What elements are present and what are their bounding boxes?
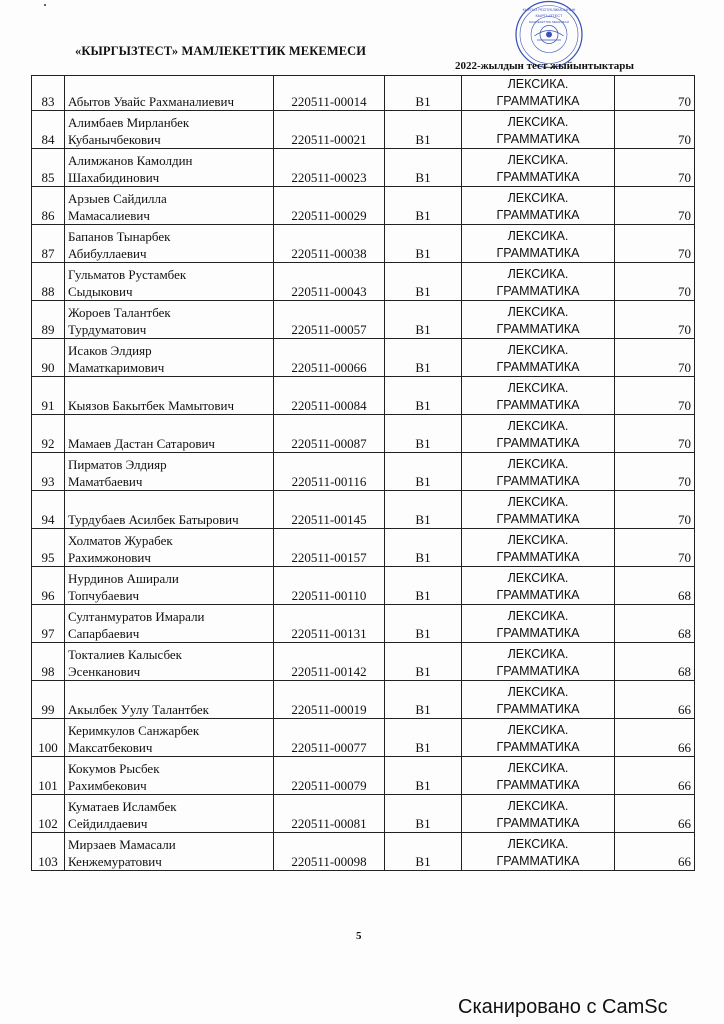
candidate-code: 220511-00142 — [274, 643, 385, 681]
test-subject-line: ЛЕКСИКА. — [507, 799, 569, 813]
candidate-name — [65, 339, 274, 377]
candidate-name-line: Рахимжонович — [68, 550, 151, 565]
candidate-name — [65, 719, 274, 757]
test-level: B1 — [385, 111, 462, 149]
test-subject-line: ЛЕКСИКА. — [507, 647, 569, 661]
organization-title: «КЫРГЫЗТЕСТ» МАМЛЕКЕТТИК МЕКЕМЕСИ — [75, 44, 367, 58]
candidate-name-line: Мамасалиевич — [68, 208, 150, 223]
candidate-code: 220511-00023 — [274, 149, 385, 187]
row-number: 87 — [32, 225, 65, 263]
table-row — [32, 339, 695, 377]
candidate-name-line: Кенжемуратович — [68, 854, 162, 869]
test-level: B1 — [385, 76, 462, 111]
test-score: 70 — [615, 339, 695, 377]
candidate-name-line: Нурдинов Аширали — [68, 571, 179, 586]
test-level: B1 — [385, 795, 462, 833]
candidate-name-line: Максатбекович — [68, 740, 153, 755]
test-score: 68 — [615, 567, 695, 605]
table-row — [32, 149, 695, 187]
test-subject — [462, 833, 615, 871]
row-number: 102 — [32, 795, 65, 833]
row-number: 91 — [32, 377, 65, 415]
candidate-name — [65, 187, 274, 225]
test-level: B1 — [385, 681, 462, 719]
test-subject — [462, 76, 615, 111]
candidate-name — [65, 757, 274, 795]
test-subject — [462, 681, 615, 719]
table-row — [32, 719, 695, 757]
test-subject-line: ГРАММАТИКА — [496, 474, 580, 488]
test-level: B1 — [385, 833, 462, 871]
test-score: 66 — [615, 719, 695, 757]
test-level: B1 — [385, 757, 462, 795]
candidate-code: 220511-00157 — [274, 529, 385, 567]
candidate-name-line: Акылбек Уулу Талантбек — [68, 702, 210, 717]
candidate-code: 220511-00019 — [274, 681, 385, 719]
test-level: B1 — [385, 491, 462, 529]
candidate-name-line: Исаков Элдияр — [68, 343, 152, 358]
candidate-name-line: Токталиев Калысбек — [68, 647, 182, 662]
test-subject-line: ГРАММАТИКА — [496, 816, 580, 830]
row-number: 83 — [32, 76, 65, 111]
test-subject-line: ГРАММАТИКА — [496, 778, 580, 792]
candidate-name-line: Куматаев Исламбек — [68, 799, 177, 814]
table-row — [32, 225, 695, 263]
row-number: 94 — [32, 491, 65, 529]
row-number: 98 — [32, 643, 65, 681]
test-level: B1 — [385, 377, 462, 415]
candidate-name-line: Гульматов Рустамбек — [68, 267, 187, 282]
row-number: 85 — [32, 149, 65, 187]
table-row — [32, 643, 695, 681]
candidate-name — [65, 76, 274, 111]
candidate-name-line: Топчубаевич — [68, 588, 140, 603]
candidate-name-line: Кыязов Бакытбек Мамытович — [68, 398, 235, 413]
test-subject-line: ЛЕКСИКА. — [507, 837, 569, 851]
test-subject-line: ГРАММАТИКА — [496, 170, 580, 184]
row-number: 88 — [32, 263, 65, 301]
candidate-name — [65, 415, 274, 453]
table-row — [32, 567, 695, 605]
candidate-name-line: Сапарбаевич — [68, 626, 140, 641]
test-subject — [462, 415, 615, 453]
test-score: 66 — [615, 757, 695, 795]
row-number: 92 — [32, 415, 65, 453]
test-subject — [462, 757, 615, 795]
table-row — [32, 491, 695, 529]
row-number: 103 — [32, 833, 65, 871]
row-number: 96 — [32, 567, 65, 605]
candidate-name-line: Кубанычбекович — [68, 132, 161, 147]
test-score: 70 — [615, 491, 695, 529]
test-score: 70 — [615, 149, 695, 187]
test-subject-line: ЛЕКСИКА. — [507, 305, 569, 319]
candidate-name — [65, 833, 274, 871]
row-number: 86 — [32, 187, 65, 225]
test-subject-line: ГРАММАТИКА — [496, 550, 580, 564]
test-subject-line: ЛЕКСИКА. — [507, 495, 569, 509]
test-subject — [462, 491, 615, 529]
test-score: 66 — [615, 681, 695, 719]
test-subject — [462, 529, 615, 567]
candidate-code: 220511-00145 — [274, 491, 385, 529]
test-score: 70 — [615, 529, 695, 567]
test-subject — [462, 263, 615, 301]
scan-speck — [44, 4, 46, 6]
test-subject-line: ГРАММАТИКА — [496, 208, 580, 222]
test-subject-line: ЛЕКСИКА. — [507, 115, 569, 129]
test-subject — [462, 605, 615, 643]
svg-text:КЫРГЫЗ РЕСПУБЛИКАСЫНЫН: КЫРГЫЗ РЕСПУБЛИКАСЫНЫН — [522, 8, 576, 12]
results-table — [31, 75, 695, 871]
test-level: B1 — [385, 301, 462, 339]
table-row — [32, 377, 695, 415]
table-row — [32, 76, 695, 111]
candidate-name-line: Шахабидинович — [68, 170, 160, 185]
candidate-name-line: Турдубаев Асилбек Батырович — [68, 512, 239, 527]
candidate-code: 220511-00014 — [274, 76, 385, 111]
test-subject-line: ГРАММАТИКА — [496, 588, 580, 602]
test-level: B1 — [385, 529, 462, 567]
test-subject-line: ГРАММАТИКА — [496, 854, 580, 868]
test-subject-line: ЛЕКСИКА. — [507, 761, 569, 775]
candidate-name — [65, 453, 274, 491]
test-subject — [462, 111, 615, 149]
row-number: 101 — [32, 757, 65, 795]
test-subject-line: ЛЕКСИКА. — [507, 419, 569, 433]
candidate-name-line: Сыдыкович — [68, 284, 133, 299]
candidate-name — [65, 567, 274, 605]
test-subject-line: ЛЕКСИКА. — [507, 723, 569, 737]
candidate-name-line: Мирзаев Мамасали — [68, 837, 176, 852]
svg-text:МАМЛЕКЕТТИК МЕКЕМЕСИ: МАМЛЕКЕТТИК МЕКЕМЕСИ — [528, 20, 570, 24]
candidate-name-line: Султанмуратов Имарали — [68, 609, 205, 624]
test-subject — [462, 795, 615, 833]
candidate-name — [65, 111, 274, 149]
candidate-name-line: Рахимбекович — [68, 778, 147, 793]
table-row — [32, 681, 695, 719]
results-subtitle: 2022-жылдын тест жыйынтыктары — [455, 60, 634, 72]
test-subject — [462, 149, 615, 187]
test-level: B1 — [385, 605, 462, 643]
table-row — [32, 415, 695, 453]
test-subject-line: ГРАММАТИКА — [496, 322, 580, 336]
candidate-name-line: Керимкулов Санжарбек — [68, 723, 200, 738]
candidate-name-line: Бапанов Тынарбек — [68, 229, 171, 244]
candidate-code: 220511-00066 — [274, 339, 385, 377]
candidate-code: 220511-00116 — [274, 453, 385, 491]
test-subject-line: ЛЕКСИКА. — [507, 457, 569, 471]
candidate-code: 220511-00077 — [274, 719, 385, 757]
test-score: 70 — [615, 453, 695, 491]
test-level: B1 — [385, 415, 462, 453]
test-subject — [462, 643, 615, 681]
test-score: 70 — [615, 225, 695, 263]
candidate-name — [65, 301, 274, 339]
test-subject-line: ГРАММАТИКА — [496, 398, 580, 412]
candidate-name-line: Пирматов Элдияр — [68, 457, 167, 472]
test-score: 70 — [615, 301, 695, 339]
candidate-name — [65, 795, 274, 833]
test-score: 70 — [615, 76, 695, 111]
candidate-code: 220511-00043 — [274, 263, 385, 301]
test-score: 66 — [615, 795, 695, 833]
candidate-name-line: Холматов Журабек — [68, 533, 173, 548]
test-subject-line: ЛЕКСИКА. — [507, 153, 569, 167]
test-subject-line: ЛЕКСИКА. — [507, 229, 569, 243]
test-subject-line: ГРАММАТИКА — [496, 284, 580, 298]
test-score: 70 — [615, 415, 695, 453]
candidate-code: 220511-00029 — [274, 187, 385, 225]
test-level: B1 — [385, 643, 462, 681]
scanner-watermark: Сканировано с CamSc — [458, 996, 668, 1018]
candidate-name-line: Арзыев Сайдилла — [68, 191, 167, 206]
candidate-name — [65, 681, 274, 719]
candidate-name-line: Мамаев Дастан Сатарович — [68, 436, 215, 451]
svg-text:КЫРГЫЗТЕСТ: КЫРГЫЗТЕСТ — [535, 13, 563, 18]
candidate-name — [65, 491, 274, 529]
table-row — [32, 301, 695, 339]
test-level: B1 — [385, 567, 462, 605]
page-number: 5 — [356, 930, 362, 942]
candidate-code: 220511-00021 — [274, 111, 385, 149]
candidate-code: 220511-00110 — [274, 567, 385, 605]
table-row — [32, 529, 695, 567]
candidate-name-line: Маматбаевич — [68, 474, 143, 489]
test-score: 70 — [615, 263, 695, 301]
candidate-name — [65, 643, 274, 681]
row-number: 97 — [32, 605, 65, 643]
test-subject-line: ГРАММАТИКА — [496, 436, 580, 450]
test-level: B1 — [385, 719, 462, 757]
test-score: 66 — [615, 833, 695, 871]
test-subject-line: ЛЕКСИКА. — [507, 685, 569, 699]
row-number: 100 — [32, 719, 65, 757]
test-subject-line: ЛЕКСИКА. — [507, 533, 569, 547]
candidate-name-line: Турдуматович — [68, 322, 147, 337]
candidate-name-line: Абытов Увайс Рахманалиевич — [68, 94, 235, 109]
test-level: B1 — [385, 187, 462, 225]
test-subject-line: ЛЕКСИКА. — [507, 343, 569, 357]
candidate-name — [65, 149, 274, 187]
candidate-name-line: Жороев Талантбек — [68, 305, 171, 320]
table-row — [32, 605, 695, 643]
table-row — [32, 187, 695, 225]
test-subject — [462, 567, 615, 605]
candidate-name-line: Сейдилдаевич — [68, 816, 148, 831]
candidate-code: 220511-00098 — [274, 833, 385, 871]
row-number: 99 — [32, 681, 65, 719]
test-subject-line: ГРАММАТИКА — [496, 664, 580, 678]
table-row — [32, 453, 695, 491]
test-score: 70 — [615, 187, 695, 225]
candidate-code: 220511-00084 — [274, 377, 385, 415]
test-subject-line: ЛЕКСИКА. — [507, 77, 569, 91]
test-score: 68 — [615, 643, 695, 681]
test-subject — [462, 719, 615, 757]
row-number: 84 — [32, 111, 65, 149]
table-row — [32, 111, 695, 149]
test-subject-line: ГРАММАТИКА — [496, 626, 580, 640]
row-number: 90 — [32, 339, 65, 377]
candidate-code: 220511-00079 — [274, 757, 385, 795]
candidate-name — [65, 605, 274, 643]
test-subject — [462, 301, 615, 339]
test-subject — [462, 187, 615, 225]
candidate-name — [65, 377, 274, 415]
candidate-name-line: Эсенканович — [68, 664, 141, 679]
test-subject-line: ГРАММАТИКА — [496, 132, 580, 146]
test-score: 70 — [615, 377, 695, 415]
candidate-code: 220511-00038 — [274, 225, 385, 263]
test-subject — [462, 225, 615, 263]
test-subject — [462, 453, 615, 491]
test-score: 68 — [615, 605, 695, 643]
test-subject-line: ГРАММАТИКА — [496, 740, 580, 754]
test-level: B1 — [385, 149, 462, 187]
table-row — [32, 263, 695, 301]
candidate-name — [65, 225, 274, 263]
test-subject-line: ЛЕКСИКА. — [507, 267, 569, 281]
candidate-code: 220511-00131 — [274, 605, 385, 643]
test-subject — [462, 377, 615, 415]
row-number: 93 — [32, 453, 65, 491]
candidate-name-line: Алимжанов Камолдин — [68, 153, 193, 168]
candidate-name-line: Кокумов Рысбек — [68, 761, 160, 776]
test-level: B1 — [385, 453, 462, 491]
test-subject-line: ЛЕКСИКА. — [507, 381, 569, 395]
candidate-code: 220511-00057 — [274, 301, 385, 339]
test-subject-line: ЛЕКСИКА. — [507, 571, 569, 585]
table-row — [32, 757, 695, 795]
row-number: 95 — [32, 529, 65, 567]
test-score: 70 — [615, 111, 695, 149]
test-subject-line: ГРАММАТИКА — [496, 512, 580, 526]
test-subject-line: ГРАММАТИКА — [496, 246, 580, 260]
candidate-code: 220511-00087 — [274, 415, 385, 453]
candidate-name-line: Абибуллаевич — [68, 246, 147, 261]
candidate-name — [65, 529, 274, 567]
test-level: B1 — [385, 339, 462, 377]
row-number: 89 — [32, 301, 65, 339]
candidate-name-line: Алимбаев Мирланбек — [68, 115, 190, 130]
test-subject-line: ГРАММАТИКА — [496, 94, 580, 108]
test-subject-line: ГРАММАТИКА — [496, 360, 580, 374]
test-subject-line: ГРАММАТИКА — [496, 702, 580, 716]
test-subject-line: ЛЕКСИКА. — [507, 609, 569, 623]
candidate-name — [65, 263, 274, 301]
test-level: B1 — [385, 263, 462, 301]
test-subject — [462, 339, 615, 377]
candidate-name-line: Маматкаримович — [68, 360, 165, 375]
test-subject-line: ЛЕКСИКА. — [507, 191, 569, 205]
table-row — [32, 795, 695, 833]
table-row — [32, 833, 695, 871]
test-level: B1 — [385, 225, 462, 263]
candidate-code: 220511-00081 — [274, 795, 385, 833]
